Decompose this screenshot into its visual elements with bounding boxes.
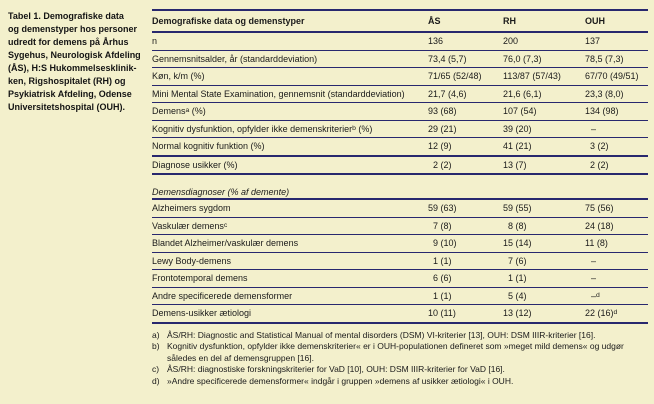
cell-ouh: – bbox=[591, 123, 597, 134]
row-label: Demens-usikker ætiologi bbox=[152, 308, 252, 319]
table-row bbox=[152, 218, 648, 236]
footnote-marker: d) bbox=[152, 375, 160, 386]
cell-ouh: 75 (56) bbox=[585, 203, 614, 214]
section-diagnoses bbox=[152, 200, 648, 324]
cell-ouh: – bbox=[591, 273, 597, 284]
footnote-ref: d bbox=[596, 291, 600, 299]
footnote bbox=[152, 364, 648, 376]
caption-line: Universitetshospital (OUH). bbox=[8, 102, 126, 112]
demographics-table bbox=[152, 9, 648, 387]
table-caption bbox=[8, 10, 148, 114]
cell-rh: 76,0 (7,3) bbox=[503, 53, 542, 64]
footnote-ref: c bbox=[223, 221, 228, 229]
row-label: Normal kognitiv funktion (%) bbox=[152, 141, 265, 152]
cell-ouh: 78,5 (7,3) bbox=[585, 53, 624, 64]
cell-as: 1 (1) bbox=[433, 255, 452, 266]
row-label: n bbox=[152, 36, 158, 47]
cell-rh: 15 (14) bbox=[503, 238, 532, 249]
table-row bbox=[152, 51, 648, 69]
caption-line: (ÅS), H:S Hukommelsesklinik- bbox=[8, 63, 137, 73]
footnote-marker: b) bbox=[152, 341, 160, 351]
caption-line: udredt for demens på Århus bbox=[8, 37, 129, 47]
footnote bbox=[152, 341, 648, 364]
table-header-row bbox=[152, 9, 648, 33]
cell-as: 1 (1) bbox=[433, 290, 452, 301]
caption-line: ken, Rigshospitalet (RH) og bbox=[8, 76, 126, 86]
section2-title: Demensdiagnoser (% af demente) bbox=[152, 186, 290, 197]
footnote-marker: c) bbox=[152, 364, 160, 374]
row-label: Diagnose usikker (%) bbox=[152, 159, 238, 170]
row-label: Alzheimers sygdom bbox=[152, 203, 231, 214]
table-row bbox=[152, 200, 648, 218]
cell-as: 136 bbox=[428, 36, 444, 47]
caption-line: Psykiatrisk Afdeling, Odense bbox=[8, 89, 132, 99]
table-row bbox=[152, 253, 648, 271]
header-col-as: ÅS bbox=[428, 16, 441, 26]
footnote-ref: b bbox=[352, 124, 356, 132]
cell-rh: 8 (8) bbox=[508, 220, 527, 231]
table-row bbox=[152, 288, 648, 306]
cell-as: 71/65 (52/48) bbox=[428, 71, 482, 82]
cell-rh: 107 (54) bbox=[503, 106, 537, 117]
cell-ouh: 22 $(16)^d$ bbox=[585, 308, 618, 319]
header-label: Demografiske data og demenstyper bbox=[152, 16, 305, 26]
row-label: Kognitiv dysfunktion, opfylder ikke demenskriterier$^b$ (%) bbox=[152, 123, 373, 134]
cell-rh: 113/87 (57/43) bbox=[503, 71, 561, 82]
cell-ouh: 3 (2) bbox=[590, 141, 609, 152]
row-label: Frontotemporal demens bbox=[152, 273, 248, 284]
table-row bbox=[152, 103, 648, 121]
cell-as: 59 (63) bbox=[428, 203, 457, 214]
caption-line: og demenstyper hos personer bbox=[8, 24, 138, 34]
table-row bbox=[152, 121, 648, 139]
cell-ouh: –$^d$ bbox=[591, 290, 600, 301]
cell-as: 9 (10) bbox=[433, 238, 457, 249]
section2-header-row bbox=[152, 185, 648, 200]
row-label: Vaskulær demens$^c$ bbox=[152, 220, 228, 231]
cell-rh: 1 (1) bbox=[508, 273, 527, 284]
cell-as: 2 (2) bbox=[433, 159, 452, 170]
row-label: Lewy Body-demens bbox=[152, 255, 232, 266]
row-label: Demens$^a$ (%) bbox=[152, 106, 206, 117]
header-col-rh: RH bbox=[503, 16, 516, 26]
cell-as: 73,4 (5,7) bbox=[428, 53, 467, 64]
table-row bbox=[152, 235, 648, 253]
cell-ouh: 67/70 (49/51) bbox=[585, 71, 639, 82]
cell-as: 21,7 (4,6) bbox=[428, 88, 467, 99]
footnote-text: ÅS/RH: diagnostiske forskningskriterier for VaD [10], OUH: DSM IIIR-kriterier for VaD [16]. bbox=[167, 364, 505, 374]
header-col-ouh: OUH bbox=[585, 16, 605, 26]
table-row bbox=[152, 33, 648, 51]
caption-line: Sygehus, Neurologisk Afdeling bbox=[8, 50, 141, 60]
cell-ouh: 2 (2) bbox=[590, 159, 609, 170]
footnote-text: ÅS/RH: Diagnostic and Statistical Manual of mental disorders (DSM) VI-kriterier [13], OUH: DSM IIIR-kriterier [16]. bbox=[167, 329, 596, 340]
cell-as: 7 (8) bbox=[433, 220, 452, 231]
footnote-text: Kognitiv dysfunktion, opfylder ikke demenskriterier« er i OUH-populationen defineret som »meget mild demens« og udgør således en del af demensgruppen [16]. bbox=[167, 341, 624, 363]
cell-rh: 200 bbox=[503, 36, 519, 47]
cell-ouh: 24 (18) bbox=[585, 220, 614, 231]
table-row bbox=[152, 270, 648, 288]
cell-as: 93 (68) bbox=[428, 106, 457, 117]
cell-rh: 7 (6) bbox=[508, 255, 527, 266]
table-row bbox=[152, 68, 648, 86]
cell-as: 6 (6) bbox=[433, 273, 452, 284]
cell-ouh: 23,3 (8,0) bbox=[585, 88, 624, 99]
footnote-ref: a bbox=[185, 107, 190, 115]
cell-rh: 13 (7) bbox=[503, 159, 527, 170]
table-row bbox=[152, 138, 648, 157]
row-label: Køn, k/m (%) bbox=[152, 71, 205, 82]
row-label: Andre specificerede demensformer bbox=[152, 290, 293, 301]
caption-line: Tabel 1. Demografiske data bbox=[8, 11, 124, 21]
cell-rh: 21,6 (6,1) bbox=[503, 88, 542, 99]
footnotes bbox=[152, 330, 648, 388]
cell-rh: 59 (55) bbox=[503, 203, 532, 214]
footnote-marker: a) bbox=[152, 329, 160, 340]
cell-as: 29 (21) bbox=[428, 123, 457, 134]
cell-rh: 5 (4) bbox=[508, 290, 527, 301]
cell-rh: 39 (20) bbox=[503, 123, 532, 134]
cell-ouh: – bbox=[591, 255, 597, 266]
footnote bbox=[152, 330, 648, 342]
row-label: Gennemsnitsalder, år (standarddeviation) bbox=[152, 53, 318, 64]
footnote-ref: d bbox=[613, 309, 618, 317]
table-row bbox=[152, 157, 648, 176]
table-row bbox=[152, 86, 648, 104]
cell-as: 10 (11) bbox=[428, 308, 456, 319]
row-label: Blandet Alzheimer/vaskulær demens bbox=[152, 238, 299, 249]
cell-ouh: 137 bbox=[585, 36, 601, 47]
cell-ouh: 11 (8) bbox=[585, 238, 608, 249]
cell-ouh: 134 (98) bbox=[585, 106, 619, 117]
row-label: Mini Mental State Examination, gennemsnit (standarddeviation) bbox=[152, 88, 405, 99]
footnote-text: »Andre specificerede demensformer« indgår i gruppen »demens af usikker ætiologi« i OUH. bbox=[167, 375, 514, 386]
cell-rh: 13 (12) bbox=[503, 308, 532, 319]
footnote bbox=[152, 376, 648, 388]
table-row bbox=[152, 305, 648, 324]
cell-rh: 41 (21) bbox=[503, 141, 532, 152]
cell-as: 12 (9) bbox=[428, 141, 452, 152]
section-demographics bbox=[152, 33, 648, 175]
